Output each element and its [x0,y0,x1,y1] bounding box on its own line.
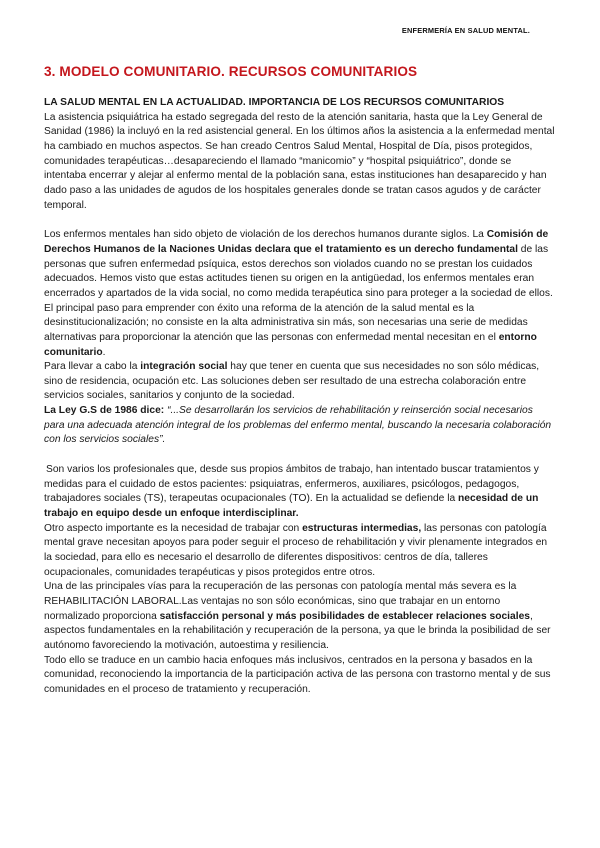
bold-text: necesidad de un trabajo en equipo desde un enfoque interdisciplinar. [44,493,539,520]
text-run: de las personas que sufren enfermedad psíquica, estos derechos son violados cuando no se prestan los cuidados adecuados. Hemos visto que estas actitudes tienen su origen en la antigüedad, los enfermos mentales eran encerrados y apartados de la vida social, no como medida terapéutica sino para proteger a la sociedad de ellos. [44,243,553,299]
paragraph-history: La asistencia psiquiátrica ha estado segregada del resto de la atención sanitaria, hasta que la Ley General de Sanidad (1986) la incluyó en la red asistencial general. En los últimos años la asistencia a la enfermedad mental ha cambiado en muchos aspectos. Se han creado Centros Salud Mental, Hospital de Día, pisos protegidos, comunidades terapéuticas…desapareciendo el llamado “manicomio” y “hospital psiquiátrico”, donde se intentaba encerrar y alejar al enfermo mental de la población sana, estas instituciones han desaparecido y han dado paso a las unidades de agudos de los hospitales generales donde se tratan casos agudos y de carácter temporal. [44,111,555,211]
italic-quote: “...Se desarrollarán los servicios de rehabilitación y reinserción social necesarios para una adecuada atención integral de los problemas del enfermo mental, buscando la necesaria colaboración con los servicios sociales”. [44,405,552,446]
paragraph-gap [44,448,556,463]
paragraph-deinstitutionalization [44,302,556,361]
paragraph-human-rights [44,228,556,301]
section-title: 3. MODELO COMUNITARIO. RECURSOS COMUNITARIOS [44,64,418,79]
text-run: Otro aspecto importante es la necesidad de trabajar con [44,522,303,534]
running-header: ENFERMERÍA EN SALUD MENTAL. [401,26,530,35]
bold-text: estructuras intermedias, [302,522,422,534]
text-run: Los enfermos mentales han sido objeto de violación de los derechos humanos durante siglos. La [44,229,487,241]
section-subtitle: LA SALUD MENTAL EN LA ACTUALIDAD. IMPORTANCIA DE LOS RECURSOS COMUNITARIOS [44,97,505,108]
text-run: Son varios los profesionales que, desde sus propios ámbitos de trabajo, han intentado buscar tratamientos y medidas para el cuidado de estos pacientes: psiquiatras, enfermeros, auxiliares, psicólogos, pedagogos, trabajadores sociales (TS), terapeutas ocupacionales (TO). En la actualidad se defiende la [44,464,539,505]
paragraph-labor-rehabilitation [44,580,556,653]
text-run: las personas con patología mental grave necesitan apoyos para poder seguir el proceso de rehabilitación y vivir plenamente integrados en la sociedad, para ello es necesario el desarrollo de diferentes dispositivos: centros de día, talleres ocupacionales, comunidades terapéuticas y pisos protegidos entre otros. [44,522,548,578]
text-run: , aspectos fundamentales en la rehabilitación y recuperación de la persona, ya que le brinda la posibilidad de ser autónomo favoreciendo la motivación, autoestima y resiliencia. [44,610,551,651]
paragraph-professionals [44,463,556,522]
bold-text: satisfacción personal y más posibilidades de establecer relaciones sociales [159,610,530,622]
paragraph-intermediate-structures [44,522,556,581]
bold-text: La Ley G.S de 1986 dice: [44,405,165,417]
bold-text: Comisión de Derechos Humanos de la Naciones Unidas declara que el tratamiento es un derecho fundamental [44,229,549,255]
paragraph-gap [44,213,556,228]
paragraph-law-quote [44,404,556,448]
paragraph-conclusion: Todo ello se traduce en un cambio hacia enfoques más inclusivos, centrados en la persona y basados en la comunidad, reconociendo la importancia de la participación activa de las persona con trastorno mental y de sus comunidades en el proceso de tratamiento y recuperación. [44,654,551,695]
paragraph-social-integration [44,360,556,404]
text-run: El principal paso para emprender con éxito una reforma de la atención de la salud mental es la desinstitucionalización; no consiste en la alta administrativa sin más, son necesarias una serie de medidas alternativas para proporcionar la atención que las personas con enfermedad mental necesitan en el [44,302,528,343]
document-body [44,96,556,698]
bold-text: entorno comunitario [44,331,537,358]
text-run: hay que tener en cuenta que sus necesidades no son sólo médicas, sino de residencia, ocupación etc. Las soluciones deben ser resultado de una estrecha colaboración entre servicios sociales, sanitarios y conjunto de la sociedad. [44,361,540,402]
text-run: Para llevar a cabo la [44,361,141,373]
text-run: Una de las principales vías para la recuperación de las personas con patología mental más severa es la REHABILITACIÓN LABORAL.Las ventajas no son sólo económicas, sino que trabajar en un entorno normalizado proporciona [44,581,517,622]
bold-text: integración social [140,361,228,373]
text-run: . [102,346,106,358]
